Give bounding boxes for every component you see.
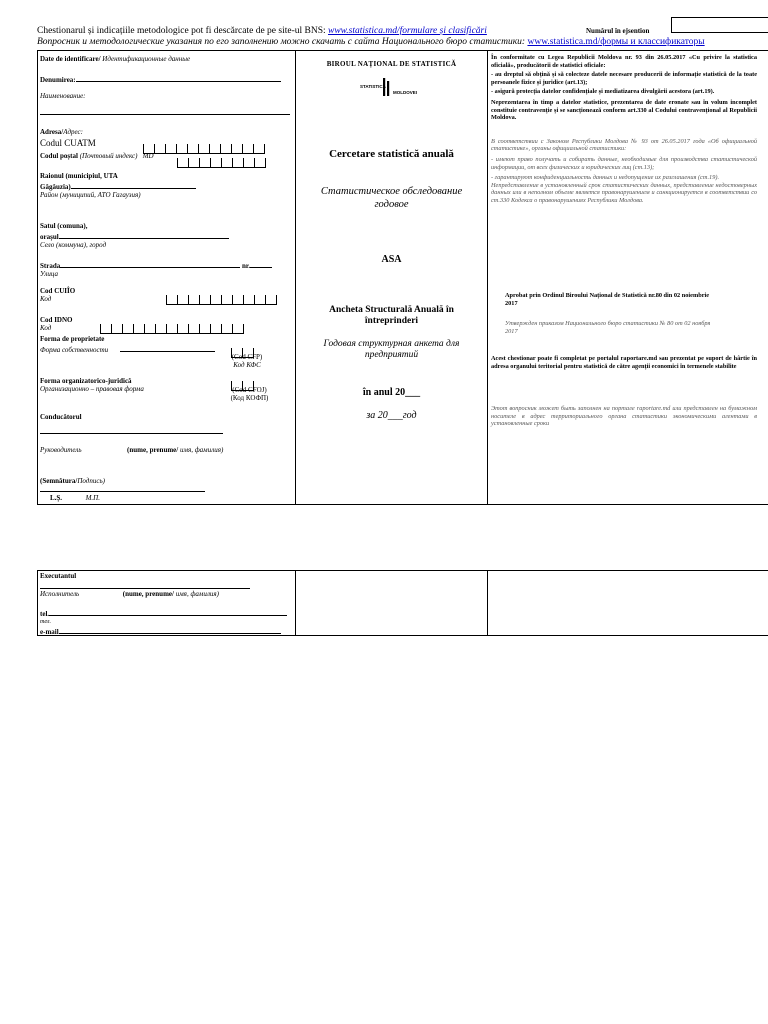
selo-label-ru: Село (коммуна), город bbox=[40, 241, 107, 249]
portal-note-ru: Этот вопросник может быть заполнен на портале raportare.md или представлен на бумажном носителе в адрес территориального органа статистики экономическими агентами в установленные сроки bbox=[491, 405, 757, 428]
forma-prop-row bbox=[40, 335, 215, 354]
ispolnitel-row bbox=[40, 590, 219, 598]
mp-label: М.П. bbox=[85, 494, 100, 502]
postal-row bbox=[40, 152, 154, 160]
legal-penalty-ru: Непредставление в установленный срок статистических данных, представление недостоверных данных или в неполном объеме является правонарушением и санкционируется в соответствии со ст.330 Кодекса о правонарушениях Республики Молдова. bbox=[491, 181, 757, 204]
bottom-divider-2 bbox=[487, 570, 488, 636]
cod-cfp: (Cod CFP) bbox=[231, 353, 263, 361]
cfp-code-label bbox=[222, 353, 272, 369]
idno-label bbox=[40, 316, 72, 332]
raion-label-ro: Raionul (municipiul, UTA bbox=[40, 172, 118, 180]
strada-input[interactable] bbox=[60, 259, 240, 268]
strada-label: Strada bbox=[40, 262, 61, 270]
cuio-label-ro: Cod CUIÎO bbox=[40, 287, 76, 295]
tel-row bbox=[40, 607, 287, 626]
cuio-cells[interactable] bbox=[166, 287, 277, 305]
rukov-row bbox=[40, 446, 223, 454]
denumirea-label: Denumirea: bbox=[40, 76, 76, 84]
conducator-label: Conducătorul bbox=[40, 413, 82, 421]
logo-text-statistica: STATISTICA bbox=[360, 84, 386, 89]
za-label: за 20___год bbox=[366, 410, 417, 421]
conducator-row bbox=[40, 413, 223, 436]
semnatura-row bbox=[40, 477, 105, 485]
kod-kfs: Код КФС bbox=[233, 361, 261, 369]
gagauzia-label: Găgăuzia) bbox=[40, 183, 71, 191]
legal-intro-ru: В соответствии с Законом Республики Молдова № 93 от 26.05.2017 года «Об официальной статистике», органы официальной статистики: bbox=[491, 137, 757, 153]
download-note-ru bbox=[37, 37, 705, 47]
tel-label-ru: тел. bbox=[40, 619, 51, 625]
godovaya-title: Годовая структурная анкета для предприятий bbox=[323, 339, 460, 360]
download-note-ro bbox=[37, 26, 487, 36]
cfoj-code-label bbox=[222, 386, 277, 402]
column-divider-1 bbox=[295, 50, 296, 505]
idno-label-ru: Код bbox=[40, 324, 52, 332]
legal-conform-ro: În conformitate cu Legea Republicii Moldova nr. 93 din 26.05.2017 «Cu privire la statistica oficială», producătorii de statistici oficiale: bbox=[491, 54, 757, 69]
forma-org-label: Forma organizatorico-juridică bbox=[40, 377, 132, 385]
adresa-label bbox=[40, 128, 83, 136]
download-note-ro-text: Chestionarul și indicațiile metodologice pot fi descărcate de pe site-ul BNS: bbox=[37, 26, 328, 36]
denumirea-line-2[interactable] bbox=[40, 114, 290, 115]
ispolnitel-label: Исполнитель bbox=[40, 590, 80, 598]
cercetare-title: Cercetare statistică anuală bbox=[329, 148, 454, 160]
kod-kopf: (Код КОФП) bbox=[230, 394, 269, 402]
forma-prop-input[interactable] bbox=[120, 343, 215, 352]
download-link-ro[interactable]: www.statistica.md/formulare și clasificări bbox=[328, 26, 487, 36]
ident-heading-ru: Идентификационные данные bbox=[100, 55, 191, 63]
logo-text-moldovei: MOLDOVEI bbox=[393, 90, 418, 95]
legal-bullet-2-ru: - гарантируют конфиденциальность данных и недопущение их разглашения (ст.19). bbox=[491, 174, 720, 182]
satul-label bbox=[40, 222, 229, 249]
ident-heading bbox=[40, 55, 190, 63]
column-divider-2 bbox=[487, 50, 488, 505]
biroul-title: BIROUL NAȚIONAL DE STATISTICĂ bbox=[326, 60, 457, 68]
stat-obsl-title: Статистическое обследование годовое bbox=[320, 186, 463, 210]
adresa-label-ro: Adresa/ bbox=[40, 128, 64, 136]
aprobat-note: Aprobat prin Ordinul Biroului Național de Statistică nr.80 din 02 noiembrie 2017 bbox=[505, 292, 710, 307]
legal-penalty-ro: Neprezentarea în timp a datelor statistice, prezentarea de date eronate sau în volum incomplet constituie contravenție și se sancționează conform art.330 al Codului contravențional al Republicii Moldova. bbox=[491, 98, 757, 122]
forma-prop-label: Forma de proprietate bbox=[40, 335, 105, 343]
bns-logo bbox=[358, 76, 418, 98]
questionnaire-number-box[interactable] bbox=[671, 17, 768, 33]
executant-label: Executantul bbox=[40, 572, 77, 580]
cod-cfoj: (Cod CFOJ) bbox=[232, 386, 267, 394]
forma-org-ru-label: Организационно – правовая форма bbox=[40, 385, 144, 393]
cuio-label-ru: Код bbox=[40, 295, 52, 303]
legal-bullet-1-ro: - au dreptul să obțină și să colecteze datele necesare producerii de informație statistică de la toate persoanele fizice și juridice (art.13); bbox=[491, 71, 757, 86]
download-note-ru-text: Вопросник и методологические указания по его заполнению можно скачать с сайта Национального бюро статистики: bbox=[37, 37, 528, 47]
raion-label bbox=[40, 172, 196, 199]
md-prefix: MD bbox=[142, 152, 154, 160]
raion-label-ru: Район (муниципий, АТО Гагаузия) bbox=[40, 191, 141, 199]
questionnaire-number-label: Numărul în ejsention bbox=[586, 27, 650, 35]
orasul-label: orașul bbox=[40, 233, 59, 241]
ident-heading-ro: Date de identificare/ bbox=[40, 55, 101, 63]
conducator-input[interactable] bbox=[40, 425, 223, 434]
nr-input[interactable] bbox=[250, 259, 272, 268]
denumirea-input[interactable] bbox=[76, 73, 281, 82]
nr-label: nr. bbox=[241, 262, 251, 270]
tel-label: tel. bbox=[40, 610, 50, 618]
semnatura-label-ru: Подпись) bbox=[77, 477, 105, 485]
exec-nume-ru: имя, фамилия) bbox=[173, 590, 220, 598]
satul-label-ro: Satul (comuna), bbox=[40, 222, 88, 230]
email-row bbox=[40, 625, 281, 636]
adresa-label-ru: Адрес: bbox=[63, 128, 83, 136]
email-input[interactable] bbox=[59, 625, 281, 634]
legal-bullet-1-ru: - имеют право получать и собирать данные, необходимые для производства статистической информации, от всех физических и юридических лиц (ст.13); bbox=[491, 155, 757, 171]
legal-notice bbox=[491, 54, 757, 205]
email-label: e-mail bbox=[40, 628, 59, 636]
signature-line[interactable] bbox=[40, 491, 205, 492]
exec-nume-ro: (nume, prenume/ bbox=[122, 590, 174, 598]
postal-cells[interactable] bbox=[177, 150, 266, 168]
cuio-label bbox=[40, 287, 75, 303]
ls-label: L.Ș. bbox=[50, 494, 63, 502]
asa-code: ASA bbox=[381, 254, 402, 265]
utverzhden-note: Утвержден приказом Национального бюро статистики № 80 от 02 ноября 2017 bbox=[505, 320, 711, 335]
ulica-label-ru: Улица bbox=[40, 270, 58, 278]
naimenovanie-label: Наименование: bbox=[40, 92, 86, 100]
forma-sobst-label: Форма собственности bbox=[40, 346, 109, 354]
idno-cells[interactable] bbox=[100, 316, 244, 334]
executant-input[interactable] bbox=[40, 580, 250, 589]
postal-label-ro: Codul poștal bbox=[40, 152, 78, 160]
cuatm-label: Codul CUATM bbox=[40, 138, 96, 148]
forma-org-row bbox=[40, 377, 144, 393]
stamp-row bbox=[50, 494, 100, 502]
rukov-label: Руководитель bbox=[40, 446, 82, 454]
nume-label-ro: (nume, prenume/ bbox=[127, 446, 179, 454]
raion-input[interactable] bbox=[71, 180, 196, 189]
legal-bullet-2-ro: - asigură protecția datelor confidențiale și mediatizarea divulgării acestora (art.19). bbox=[491, 88, 715, 96]
anul-label: în anul 20___ bbox=[362, 387, 421, 398]
semnatura-label-ro: (Semnătura/ bbox=[40, 477, 78, 485]
executant-row bbox=[40, 572, 250, 591]
portal-note-ro: Acest chestionar poate fi completat pe portalul raportare.md sau prezentat pe suport de hârtie în adresa organului teritorial pentru statistică de către agenții economici în termenele stabilite bbox=[491, 355, 757, 370]
download-link-ru[interactable]: www.statistica.md/формы и классификаторы bbox=[527, 37, 705, 47]
nume-label-ru: имя, фамилия) bbox=[178, 446, 224, 454]
ancheta-title: Ancheta Structurală Anuală în întreprinderi bbox=[329, 305, 454, 326]
idno-label-ro: Cod IDNO bbox=[40, 316, 73, 324]
postal-label-ru: (Почтовый индекс) bbox=[79, 152, 138, 160]
denumirea-row bbox=[40, 73, 281, 84]
strada-row bbox=[40, 259, 272, 278]
satul-input[interactable] bbox=[59, 230, 229, 239]
bottom-divider-1 bbox=[295, 570, 296, 636]
tel-input[interactable] bbox=[49, 607, 287, 616]
